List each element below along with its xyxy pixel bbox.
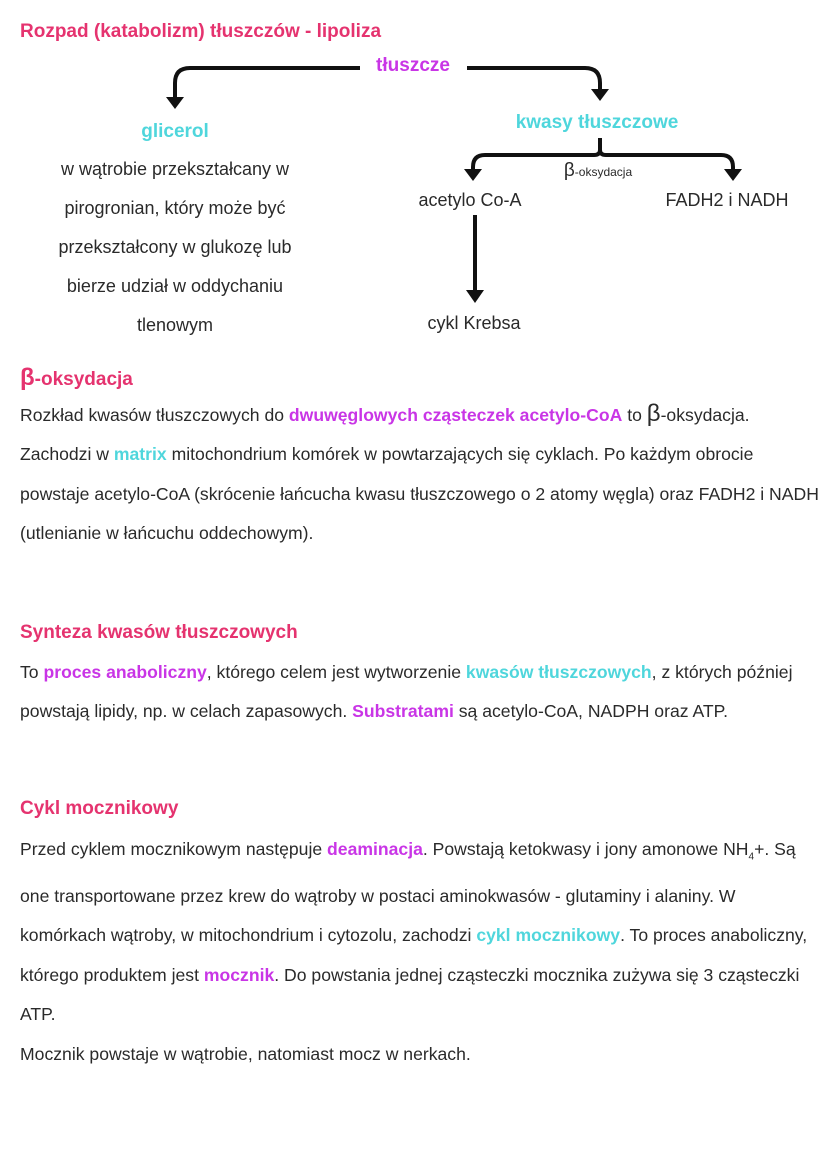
text: są acetylo-CoA, NADPH oraz ATP. [453,701,728,722]
highlight: matrix [113,444,167,465]
highlight: proces anaboliczny [43,662,207,682]
arrowhead-icon [591,89,609,101]
node-tluszcze: tłuszcze [376,55,450,76]
node-cykl-krebsa: cykl Krebsa [427,313,521,333]
arrowhead-icon [464,169,482,181]
heading-text: -oksydacja [34,369,133,390]
text: , z których później powstają lipidy, np. w celach zapasowych. [20,662,793,722]
highlight: dwuwęglowych cząsteczek acetylo-CoA [288,405,623,425]
beta-symbol: β [563,160,575,181]
text: , którego celem jest wytworzenie [206,662,466,682]
node-acetylo-coa: acetylo Co-A [418,190,522,210]
highlight: mocznik [203,964,275,985]
text: Mocznik powstaje w wątrobie, natomiast mocz w nerkach. [20,1043,471,1064]
arrowhead-icon [466,290,484,303]
beta-symbol: β [646,400,661,427]
desc-line: tlenowym [136,315,214,335]
text: Rozkład kwasów tłuszczowych do [20,405,289,425]
text: . To proces anaboliczny, którego produktem jest [20,925,808,985]
beta-oxidation-paragraph [20,396,820,554]
beta-label-text: -oksydacja [574,165,633,179]
synteza-paragraph [20,653,820,732]
desc-line: bierze udział w oddychaniu [66,276,284,296]
desc-line: przekształcony w glukozę lub [58,237,292,257]
desc-line: pirogronian, który może być [64,198,286,218]
section-heading-beta-oxidation [20,366,133,391]
text: +. Są one transportowane przez krew do wątroby w postaci aminokwasów - glutaminy i alaniny. W komórkach wątroby, w mitochondrium i cytozolu, zachodzi [20,839,796,946]
text: . Do powstania jednej cząsteczki mocznika zużywa się 3 cząsteczki ATP. [20,964,800,1025]
desc-line: w wątrobie przekształcany w [60,159,290,179]
highlight: kwasów tłuszczowych [465,662,652,682]
arrow-to-kwasy [467,68,600,90]
text: . Powstają ketokwasy i jony amonowe NH [422,839,749,859]
text: -oksydacja. Zachodzi w [20,405,750,465]
highlight: Substratami [352,701,454,722]
node-kwasy-tluszczowe: kwasy tłuszczowe [515,112,679,133]
highlight: deaminacja [327,839,423,859]
text: to [622,405,647,425]
glicerol-description [58,150,291,345]
highlight: cykl mocznikowy [476,925,621,946]
beta-oxidation-label [564,160,632,182]
arrowhead-icon [166,97,184,109]
page-title: Rozpad (katabolizm) tłuszczów - lipoliza [20,21,382,42]
subscript: 4 [748,851,755,863]
cykl-paragraph [20,830,820,1074]
text: To [20,662,44,682]
section-heading-cykl-mocznikowy: Cykl mocznikowy [20,798,179,819]
text: mitochondrium komórek w powtarzających się cyklach. Po każdym obrocie powstaje acetylo-CoA (skrócenie łańcucha kwasu tłuszczowego o 2 atomy węgla) oraz FADH2 i NADH (utlenianie w łańcuchu oddechowym). [20,444,819,544]
node-fadh2-nadh: FADH2 i NADH [665,190,789,210]
arrowhead-icon [724,169,742,181]
section-heading-synteza: Synteza kwasów tłuszczowych [20,622,298,643]
node-glicerol: glicerol [141,121,209,142]
text: Przed cyklem mocznikowym następuje [20,839,328,859]
arrow-to-glicerol [175,68,360,98]
beta-symbol: β [20,364,35,391]
